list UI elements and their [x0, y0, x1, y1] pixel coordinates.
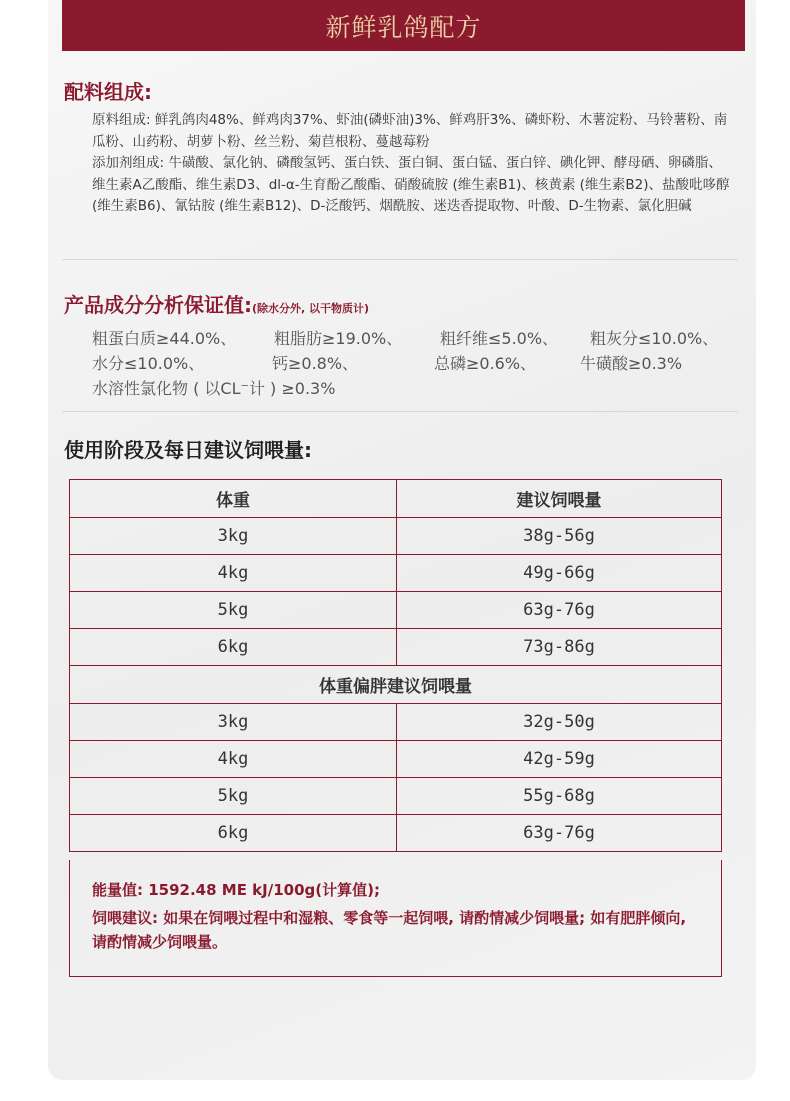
feeding-table [69, 479, 722, 852]
analysis-item: 粗灰分≤10.0%、 [590, 329, 719, 348]
table-row [70, 555, 722, 592]
amount-cell: 32g-50g [397, 704, 722, 741]
divider [62, 411, 738, 412]
energy-value: 能量值: 1592.48 ME kJ/100g(计算值); [92, 881, 380, 899]
table-row [70, 778, 722, 815]
weight-cell: 3kg [70, 704, 397, 741]
feeding-heading: 使用阶段及每日建议饲喂量: [64, 438, 312, 462]
analysis-item: 粗脂肪≥19.0%、 [274, 329, 403, 348]
weight-cell: 4kg [70, 555, 397, 592]
overweight-header-row [70, 666, 722, 704]
analysis-values [92, 326, 742, 401]
overweight-title: 体重偏胖建议饲喂量 [70, 666, 722, 704]
header-weight: 体重 [70, 480, 397, 518]
feeding-notes [69, 860, 722, 977]
weight-cell: 5kg [70, 592, 397, 629]
weight-cell: 6kg [70, 629, 397, 666]
weight-cell: 5kg [70, 778, 397, 815]
weight-cell: 3kg [70, 518, 397, 555]
analysis-item: 粗纤维≤5.0%、 [440, 329, 559, 348]
ingredients-heading: 配料组成: [64, 80, 152, 104]
table-header-row [70, 480, 722, 518]
analysis-note: (除水分外, 以干物质计) [252, 302, 370, 315]
amount-cell: 73g-86g [397, 629, 722, 666]
analysis-line-1 [92, 326, 742, 351]
weight-cell: 4kg [70, 741, 397, 778]
header-amount: 建议饲喂量 [397, 480, 722, 518]
analysis-item: 牛磺酸≥0.3% [580, 354, 683, 373]
raw-ingredients: 原料组成: 鲜乳鸽肉48%、鲜鸡肉37%、虾油(磷虾油)3%、鲜鸡肝3%、磷虾粉、木薯淀粉、马铃薯粉、南瓜粉、山药粉、胡萝卜粉、丝兰粉、菊苣根粉、蔓越莓粉 [92, 112, 728, 150]
amount-cell: 42g-59g [397, 741, 722, 778]
table-row [70, 815, 722, 852]
weight-cell: 6kg [70, 815, 397, 852]
table-row [70, 741, 722, 778]
analysis-item: 钙≥0.8%、 [272, 354, 359, 373]
analysis-item: 粗蛋白质≥44.0%、 [92, 329, 237, 348]
divider [62, 259, 738, 260]
additive-ingredients: 添加剂组成: 牛磺酸、氯化钠、磷酸氢钙、蛋白铁、蛋白铜、蛋白锰、蛋白锌、碘化钾、酵母硒、卵磷脂、维生素A乙酸酯、维生素D3、dl-α-生育酚乙酸酯、硝酸硫胺 (维生素B1)、核黄素 (维生素B2)、盐酸吡哆醇 (维生素B6)、氰钴胺 (维生素B12)、D-泛酸钙、烟酰胺、迷迭香提取物、叶酸、D-生物素、氯化胆碱 [92, 155, 730, 214]
ingredients-text [92, 110, 732, 218]
banner-title: 新鲜乳鸽配方 [62, 0, 745, 51]
table-row [70, 518, 722, 555]
amount-cell: 38g-56g [397, 518, 722, 555]
analysis-item: 总磷≥0.6%、 [434, 354, 537, 373]
amount-cell: 55g-68g [397, 778, 722, 815]
amount-cell: 49g-66g [397, 555, 722, 592]
table-row [70, 592, 722, 629]
table-row [70, 704, 722, 741]
table-row [70, 629, 722, 666]
analysis-item: 水分≤10.0%、 [92, 354, 205, 373]
amount-cell: 63g-76g [397, 815, 722, 852]
analysis-title: 产品成分分析保证值: [64, 293, 252, 317]
amount-cell: 63g-76g [397, 592, 722, 629]
analysis-line-2 [92, 351, 742, 376]
analysis-heading [64, 289, 369, 318]
analysis-line-3: 水溶性氯化物 ( 以CL⁻计 ) ≥0.3% [92, 379, 336, 398]
feeding-advice: 饲喂建议: 如果在饲喂过程中和湿粮、零食等一起饲喂, 请酌情减少饲喂量; 如有肥胖倾向, 请酌情减少饲喂量。 [92, 909, 687, 951]
